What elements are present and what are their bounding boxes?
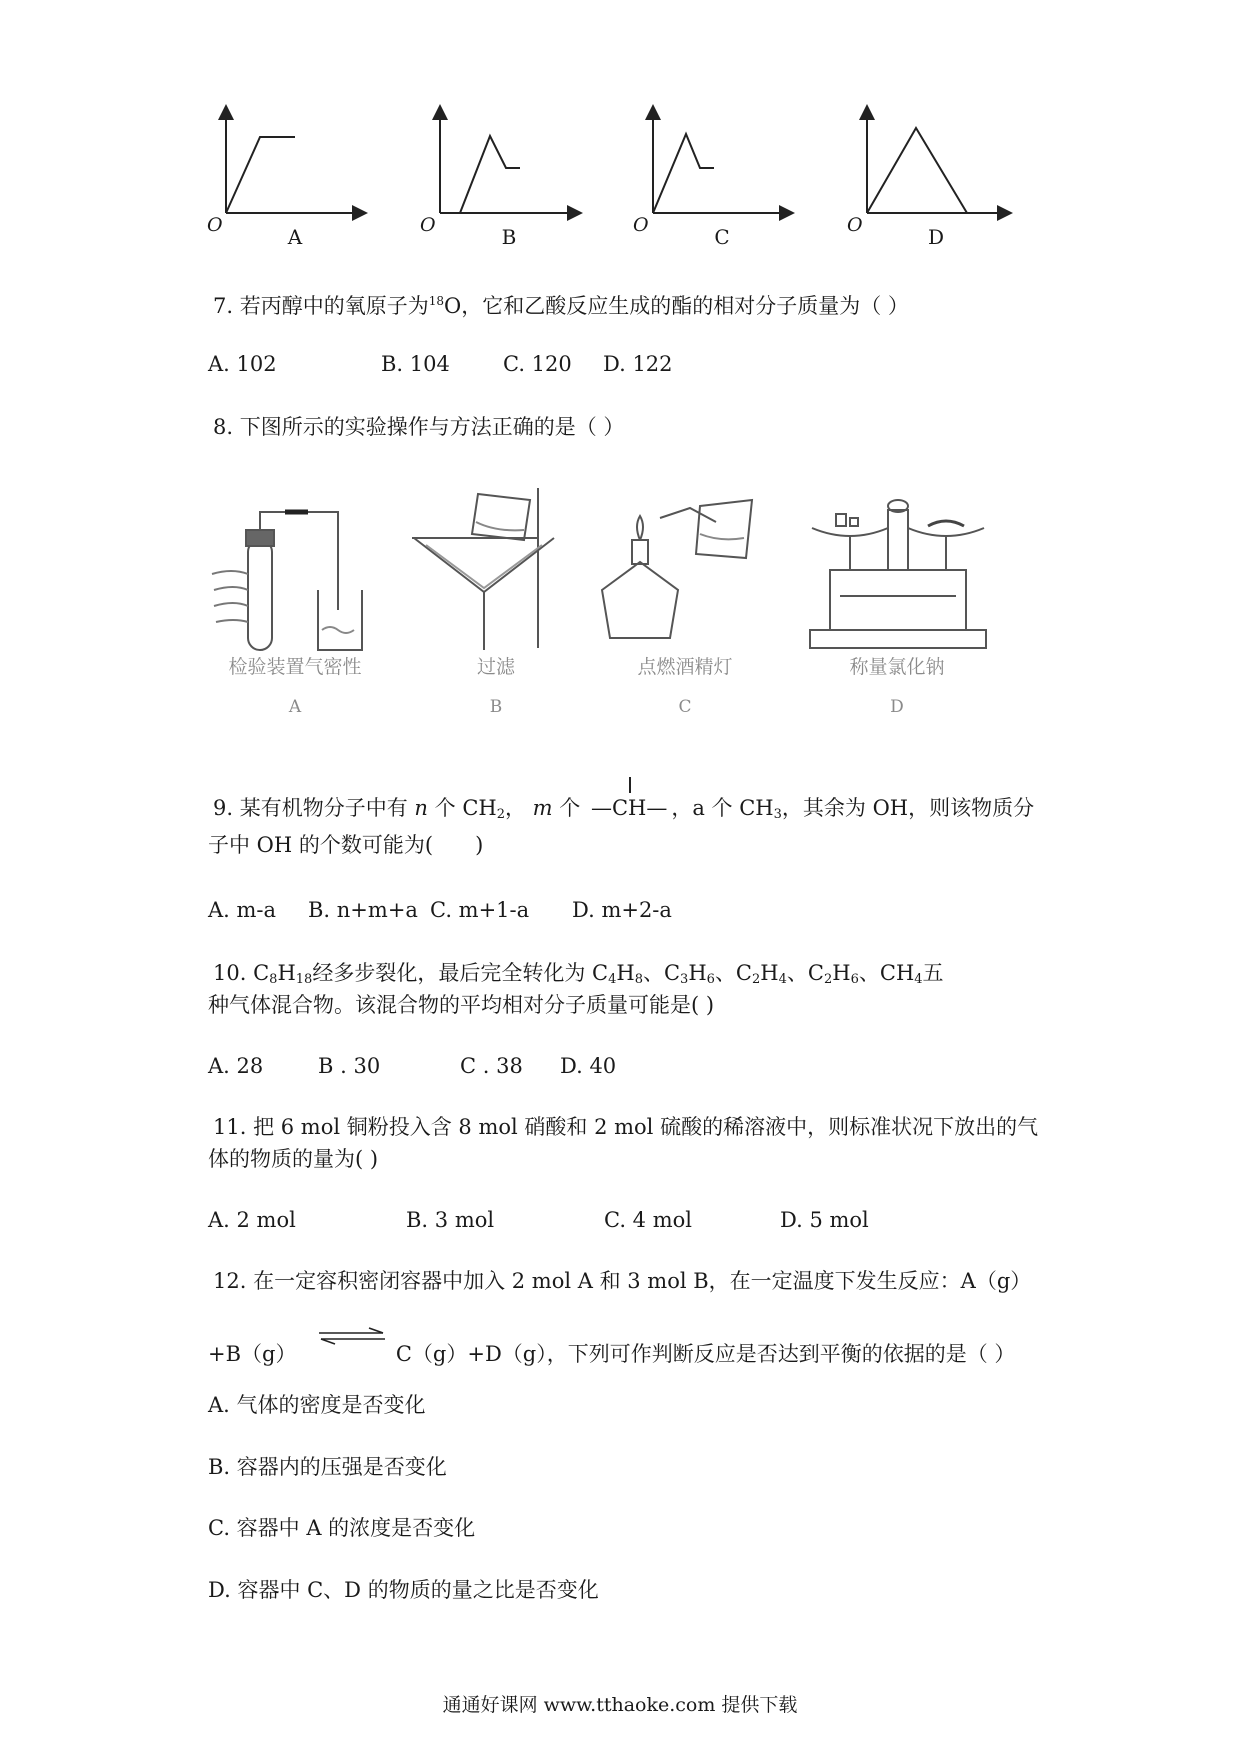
- figure-b-caption: 过滤: [476, 656, 515, 678]
- q11-option-d: D. 5 mol: [780, 1208, 869, 1232]
- q10-option-a: A. 28: [208, 1054, 264, 1078]
- page-footer: 通通好课网 www.tthaoke.com 提供下载: [442, 1694, 798, 1716]
- q9-stem-line2: 子中 OH 的个数可能为( ): [208, 833, 484, 857]
- graph-a-label: A: [287, 225, 303, 249]
- q12-number: 12.: [213, 1269, 247, 1293]
- q12-option-a: A. 气体的密度是否变化: [208, 1393, 426, 1417]
- q7-number: 7.: [213, 294, 234, 318]
- graph-b: [440, 112, 575, 213]
- q9-option-a: A. m-a: [208, 898, 277, 922]
- q10-stem-line1: 10. $C_8H_{18}$经多步裂化，最后完全转化为 $C_4H_8$、$C_3H_6$、$C_2H_4$、$C_2H_6$、$CH_4$五: [213, 961, 944, 987]
- q10-stem-line2: 种气体混合物。该混合物的平均相对分子质量可能是( ): [208, 993, 715, 1017]
- q11-stem-line1: 11. 把 6 mol 铜粉投入含 8 mol 硝酸和 2 mol 硫酸的稀溶液中，则标准状况下放出的气: [213, 1115, 1039, 1139]
- q9-option-c: C. m+1-a: [430, 898, 530, 922]
- q7-option-b: B. 104: [381, 352, 450, 376]
- ch-group: —CH—: [591, 793, 667, 823]
- q8-number: 8.: [213, 415, 234, 439]
- q7-option-a: A. 102: [208, 352, 277, 376]
- q8-figures: [0, 470, 1240, 660]
- q12-stem-line1: 12. 在一定容积密闭容器中加入 2 mol A 和 3 mol B，在一定温度下发生反应：A（g）: [213, 1269, 1032, 1293]
- q11-number: 11.: [213, 1115, 247, 1139]
- figure-b-apparatus: [412, 488, 554, 650]
- figure-c-letter: C: [678, 697, 692, 717]
- q11-option-b: B. 3 mol: [406, 1208, 495, 1232]
- graph-d-label: D: [927, 225, 945, 249]
- figure-b-letter: B: [489, 697, 503, 717]
- q12-option-c: C. 容器中 A 的浓度是否变化: [208, 1516, 476, 1540]
- graph-a: [226, 112, 360, 213]
- graph-c-origin: O: [633, 214, 649, 236]
- q9-option-b: B. n+m+a: [308, 898, 418, 922]
- q10-number: 10.: [213, 961, 247, 985]
- figure-a-caption: 检验装置气密性: [228, 656, 362, 678]
- figure-d-letter: D: [890, 697, 904, 717]
- q11-option-c: C. 4 mol: [604, 1208, 692, 1232]
- figure-c-apparatus: [602, 500, 752, 638]
- q7-option-d: D. 122: [603, 352, 673, 376]
- q9-option-d: D. m+2-a: [572, 898, 672, 922]
- equilibrium-arrow-icon: [317, 1327, 387, 1349]
- q10-option-d: D. 40: [560, 1054, 617, 1078]
- q9-number: 9.: [213, 796, 234, 820]
- graph-b-label: B: [501, 225, 517, 249]
- figure-d-apparatus: [810, 500, 986, 648]
- graph-b-origin: O: [420, 214, 436, 236]
- q10-option-c: C . 38: [460, 1054, 523, 1078]
- isotope-mass: 18: [428, 294, 445, 308]
- graph-d: [867, 112, 1005, 213]
- q11-option-a: A. 2 mol: [208, 1208, 296, 1232]
- graphs-row: [0, 0, 1240, 260]
- q11-stem-line2: 体的物质的量为( ): [208, 1147, 379, 1171]
- q7-option-c: C. 120: [503, 352, 572, 376]
- graph-a-origin: O: [207, 214, 223, 236]
- q12-stem-line2: +B（g） C（g）+D（g），下列可作判断反应是否达到平衡的依据的是（ ）: [208, 1327, 1015, 1369]
- q10-option-b: B . 30: [318, 1054, 381, 1078]
- q8-stem: 8. 下图所示的实验操作与方法正确的是（ ）: [213, 415, 625, 439]
- graph-c-label: C: [714, 225, 730, 249]
- q12-option-b: B. 容器内的压强是否变化: [208, 1455, 447, 1479]
- figure-a-letter: A: [288, 697, 302, 717]
- figure-c-caption: 点燃酒精灯: [637, 656, 733, 678]
- q7-stem: 7. 若丙醇中的氧原子为$^{18}$O，它和乙酸反应生成的酯的相对分子质量为（ ）: [213, 294, 909, 318]
- graph-d-origin: O: [847, 214, 863, 236]
- figure-d-caption: 称量氯化钠: [849, 656, 945, 678]
- graph-c: [653, 112, 787, 213]
- figure-a-apparatus: [212, 512, 362, 650]
- q9-stem-line1: 9. 某有机物分子中有 n 个 $CH_2$， m 个 —CH— ，a 个 $CH_3$，其余为 OH，则该物质分: [213, 793, 1034, 830]
- q12-option-d: D. 容器中 C、D 的物质的量之比是否变化: [208, 1578, 599, 1602]
